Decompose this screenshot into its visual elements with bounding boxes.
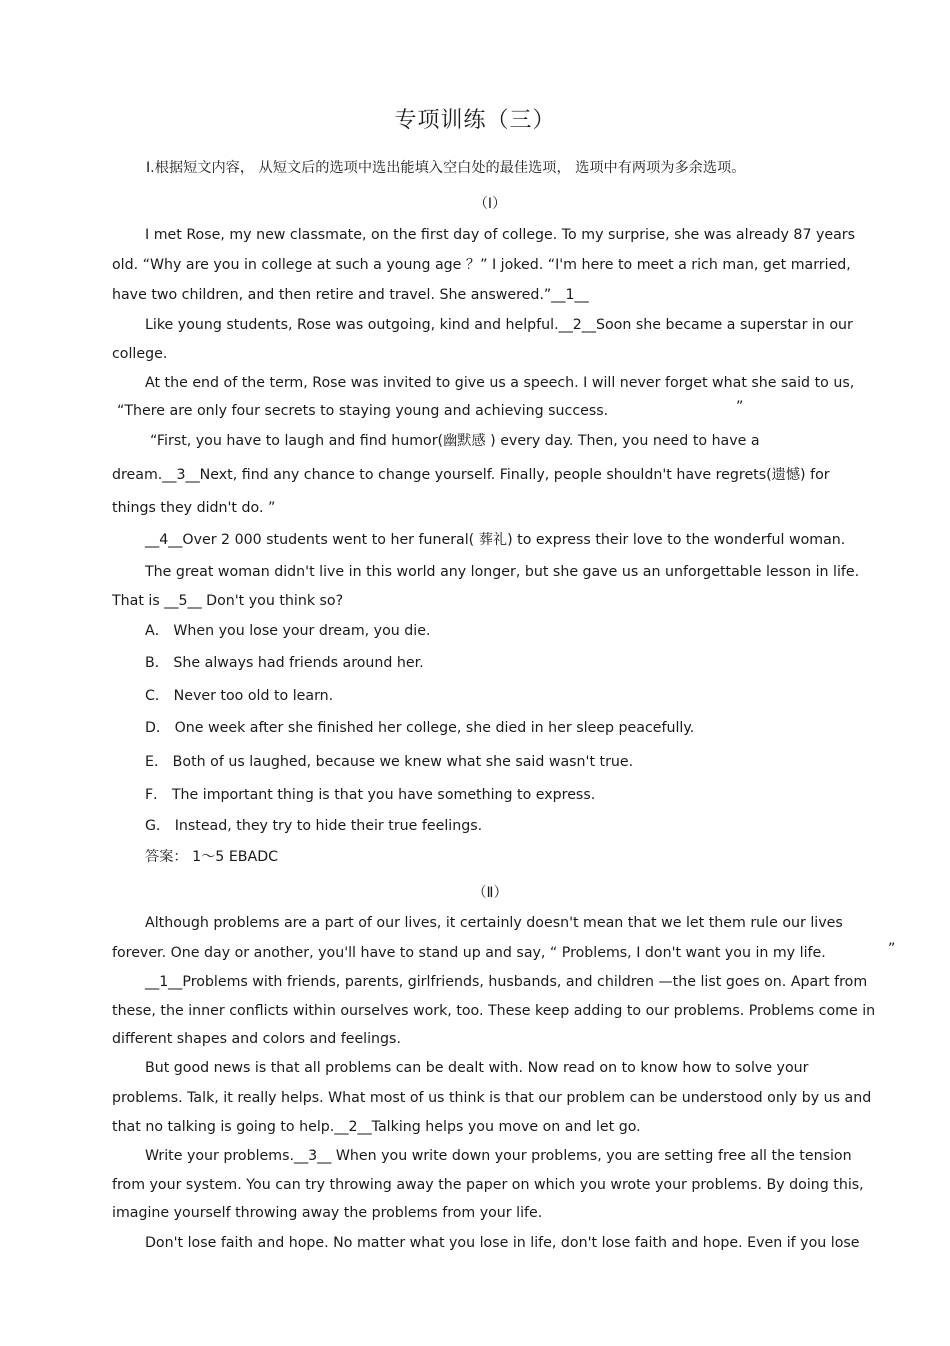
instruction: Ⅰ.根据短文内容， 从短文后的选项中选出能填入空白处的最佳选项， 选项中有两项为多余选项。 (146, 160, 746, 176)
option-c: C． Never too old to learn. (145, 688, 334, 704)
paragraph-line: The great woman didn't live in this world any longer, but she gave us an unforgettable lesson in life. (145, 564, 860, 580)
paragraph-line: __1__Problems with friends, parents, girlfriends, husbands, and children —the list goes on. Apart from (145, 974, 868, 990)
paragraph-line: But good news is that all problems can be dealt with. Now read on to know how to solve your (145, 1060, 809, 1076)
paragraph-line: Write your problems.__3__ When you write down your problems, you are setting free all the tension (145, 1148, 852, 1164)
paragraph-line: problems. Talk, it really helps. What most of us think is that our problem can be understood only by us and (112, 1090, 872, 1106)
option-f: F． The important thing is that you have something to express. (145, 787, 596, 803)
paragraph-line: __4__Over 2 000 students went to her funeral( 葬礼) to express their love to the wonderful woman. (145, 532, 846, 548)
paragraph-line: college. (112, 346, 168, 362)
page-title: 专项训练（三） (394, 108, 556, 133)
paragraph-line: “There are only four secrets to staying young and achieving success. (117, 403, 609, 419)
paragraph-line: forever. One day or another, you'll have to stand up and say, “ Problems, I don't want you in my life. (112, 945, 826, 961)
paragraph-line: At the end of the term, Rose was invited to give us a speech. I will never forget what she said to us, (145, 375, 855, 391)
option-d: D． One week after she finished her college, she died in her sleep peacefully. (145, 720, 695, 736)
paragraph-line: old. “Why are you in college at such a young age ？” I joked. “I'm here to meet a rich man, get married, (112, 257, 851, 273)
paragraph-line: I met Rose, my new classmate, on the first day of college. To my surprise, she was already 87 years (145, 227, 856, 243)
option-a: A． When you lose your dream, you die. (145, 623, 431, 639)
paragraph-line: different shapes and colors and feelings. (112, 1031, 401, 1047)
option-e: E． Both of us laughed, because we knew what she said wasn't true. (145, 754, 634, 770)
paragraph-line: have two children, and then retire and travel. She answered.”__1__ (112, 287, 589, 303)
paragraph-line: Although problems are a part of our lives, it certainly doesn't mean that we let them rule our lives (145, 915, 843, 931)
section-label: （Ⅱ） (472, 885, 508, 901)
option-b: B． She always had friends around her. (145, 655, 424, 671)
paragraph-line: Like young students, Rose was outgoing, kind and helpful.__2__Soon she became a superstar in our (145, 317, 853, 333)
paragraph-line: things they didn't do. ” (112, 500, 276, 516)
paragraph-line: Don't lose faith and hope. No matter what you lose in life, don't lose faith and hope. Even if you lose (145, 1235, 860, 1251)
section-label: （Ⅰ） (473, 196, 507, 212)
option-g: G． Instead, they try to hide their true feelings. (145, 818, 483, 834)
paragraph-line: “First, you have to laugh and find humor(幽默感 ) every day. Then, you need to have a (150, 433, 760, 449)
paragraph-line: ” (888, 941, 896, 957)
paragraph-line: imagine yourself throwing away the problems from your life. (112, 1205, 543, 1221)
paragraph-line: from your system. You can try throwing away the paper on which you wrote your problems. By doing this, (112, 1177, 864, 1193)
answer-line: 答案： 1～5 EBADC (145, 849, 279, 865)
paragraph-line: dream.__3__Next, find any chance to change yourself. Finally, people shouldn't have regrets(遗憾) for (112, 467, 830, 483)
paragraph-line: these, the inner conflicts within ourselves work, too. These keep adding to our problems. Problems come in (112, 1003, 876, 1019)
paragraph-line: that no talking is going to help.__2__Talking helps you move on and let go. (112, 1119, 641, 1135)
paragraph-line: ” (736, 399, 744, 415)
paragraph-line: That is __5__ Don't you think so? (112, 593, 344, 609)
